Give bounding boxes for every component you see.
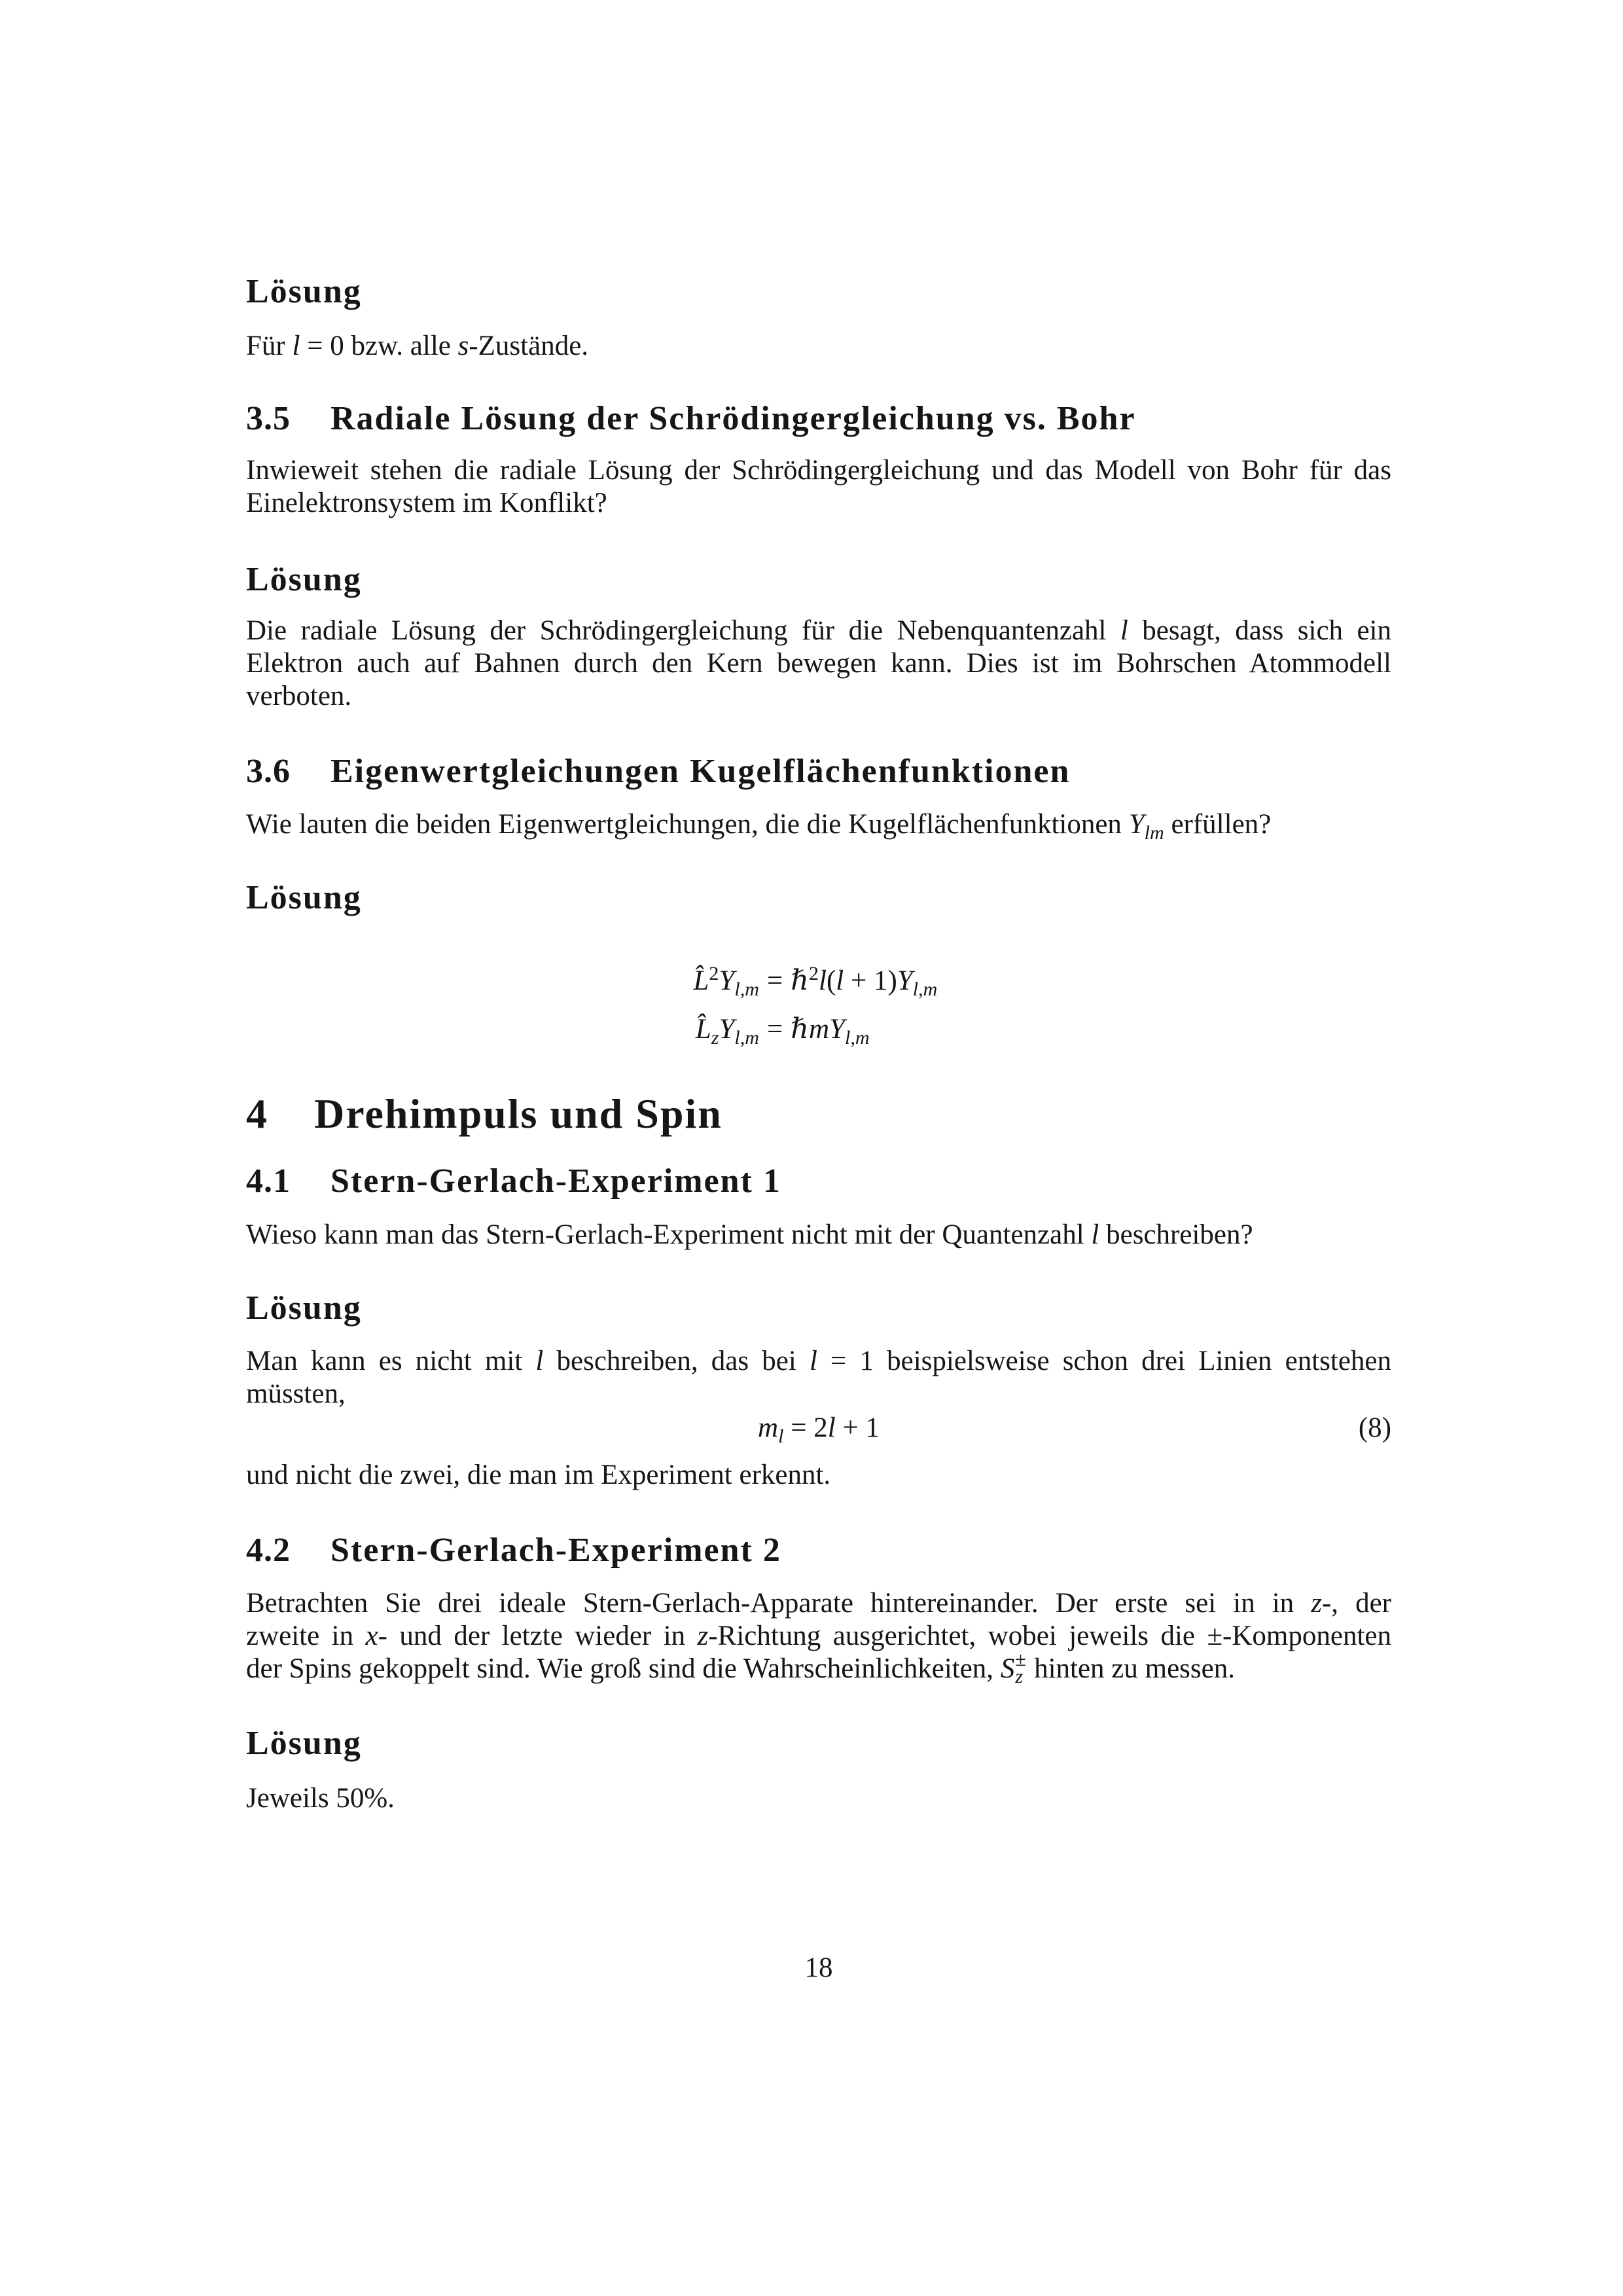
equation-number: (8) — [1358, 1412, 1391, 1443]
text-line: Inwieweit stehen die radiale Lösung der Schrödingergleichung und das Modell von Bohr für das — [246, 455, 1391, 486]
section-heading — [246, 1090, 1391, 1138]
subsection-title: Stern-Gerlach-Experiment 2 — [330, 1532, 781, 1569]
equation-rhs — [759, 961, 1623, 1013]
subsection-heading — [246, 752, 1391, 791]
math-variable: z — [697, 1621, 709, 1651]
solution-heading: Lösung — [246, 273, 362, 310]
subscript: z — [711, 1026, 719, 1049]
subsection-title: Stern-Gerlach-Experiment 1 — [330, 1162, 781, 1200]
question-paragraph — [246, 1219, 1391, 1251]
solution-heading: Lösung — [246, 1289, 362, 1327]
subscript: l,m — [734, 978, 759, 1001]
text-run: Die radiale Lösung der Schrödingergleichung für die Nebenquantenzahl — [246, 615, 1120, 646]
equation-rhs — [759, 1013, 1623, 1062]
math-variable: l — [1091, 1219, 1099, 1250]
math-variable: Y — [719, 1014, 735, 1045]
math-variable: z — [1311, 1588, 1322, 1619]
text-run: besagt, dass sich ein — [1128, 615, 1391, 646]
text-run: erfüllen? — [1164, 809, 1272, 840]
question-paragraph — [246, 808, 1391, 844]
subsection-heading — [246, 399, 1391, 439]
subsection-number: 3.5 — [246, 400, 291, 437]
math-variable: Y — [829, 1014, 845, 1045]
equation-lhs — [0, 961, 759, 1013]
page-number: 18 — [804, 1952, 833, 1983]
superscript: 2 — [808, 961, 819, 984]
math-variable: l — [292, 331, 300, 361]
equals-sign: = — [767, 965, 783, 996]
hbar-symbol: ℏ — [791, 1014, 809, 1045]
equation-block — [0, 961, 1623, 1062]
text-run: der Spins gekoppelt sind. Wie groß sind die Wahrscheinlichkeiten, — [246, 1653, 1001, 1684]
math-variable: Y — [1128, 809, 1145, 840]
math-variable: l — [1120, 615, 1128, 646]
subsection-heading — [246, 1162, 1391, 1201]
text-run: Wieso kann man das Stern-Gerlach-Experiment nicht mit der Quantenzahl — [246, 1219, 1092, 1250]
math-variable: Y — [897, 965, 913, 996]
math-text: + 1) — [844, 965, 897, 996]
solution-heading: Lösung — [246, 561, 362, 598]
math-variable: s — [457, 331, 469, 361]
text-run: Man kann es nicht mit — [246, 1346, 536, 1376]
solution-paragraph — [246, 1459, 1391, 1492]
text-line — [246, 808, 1391, 844]
text-line: Jeweils 50%. — [246, 1783, 395, 1814]
equals-sign: = — [767, 1014, 783, 1045]
equation-row — [0, 961, 1623, 1013]
text-line — [246, 330, 1391, 363]
question-paragraph — [246, 1587, 1391, 1685]
text-line: verboten. — [246, 681, 352, 711]
text-run: Für — [246, 331, 293, 361]
subscript: lm — [1144, 821, 1164, 844]
superscript: ± — [1015, 1649, 1026, 1670]
text-run: hinten zu messen. — [1027, 1653, 1235, 1684]
subscript: z — [1015, 1666, 1023, 1687]
hbar-symbol: ℏ — [791, 965, 809, 996]
operator-l-hat: L̂ — [693, 965, 709, 996]
subsection-number: 4.2 — [246, 1532, 291, 1569]
text-run: - und der letzte wieder in — [378, 1621, 698, 1651]
math-variable: l — [809, 1346, 817, 1376]
subscript: l,m — [734, 1026, 759, 1049]
text-run: = 0 bzw. alle — [300, 331, 458, 361]
math-text: = 2 — [783, 1412, 828, 1443]
math-variable: m — [758, 1412, 779, 1443]
text-line — [246, 1345, 1391, 1378]
text-run: -Richtung ausgerichtet, wobei jeweils die ±-Komponenten — [708, 1621, 1391, 1651]
text-line: und nicht die zwei, die man im Experiment erkennt. — [246, 1460, 831, 1490]
math-variable: l — [836, 965, 844, 996]
section-title: Drehimpuls und Spin — [314, 1090, 722, 1137]
subsection-heading — [246, 1531, 1391, 1570]
solution-paragraph — [246, 615, 1391, 713]
text-run: = 1 beispielsweise schon drei Linien entstehen — [817, 1346, 1391, 1376]
text-run: beschreiben, das bei — [543, 1346, 810, 1376]
text-run: Betrachten Sie drei ideale Stern-Gerlach-Apparate hintereinander. Der erste sei in in — [246, 1588, 1311, 1619]
subscript: l — [778, 1425, 784, 1448]
solution-heading: Lösung — [246, 879, 362, 916]
question-paragraph — [246, 454, 1391, 520]
math-variable: m — [808, 1014, 830, 1045]
text-line — [246, 1219, 1391, 1251]
math-variable: S — [1000, 1653, 1015, 1684]
math-variable: l — [535, 1346, 544, 1376]
math-variable: Y — [719, 965, 735, 996]
text-run: Wie lauten die beiden Eigenwertgleichungen, die die Kugelflächenfunktionen — [246, 809, 1129, 840]
subsection-number: 4.1 — [246, 1162, 291, 1200]
math-text: + 1 — [835, 1412, 880, 1443]
subsection-title: Eigenwertgleichungen Kugelflächenfunktionen — [330, 753, 1071, 790]
equation-lhs — [0, 1013, 759, 1062]
subsection-number: 3.6 — [246, 753, 291, 790]
numbered-equation — [246, 1412, 1391, 1448]
text-line: Einelektronsystem im Konflikt? — [246, 488, 607, 518]
text-line — [246, 1620, 1391, 1653]
math-variable: x — [365, 1621, 378, 1651]
equation-row — [0, 1013, 1623, 1062]
math-text: ( — [826, 965, 836, 996]
text-line: müssten, — [246, 1378, 346, 1409]
text-run: beschreiben? — [1099, 1219, 1253, 1250]
solution-paragraph — [246, 1782, 1391, 1815]
solution-paragraph — [246, 1345, 1391, 1410]
text-line — [246, 1649, 1391, 1687]
operator-l-hat: L̂ — [695, 1014, 711, 1045]
section-number: 4 — [246, 1090, 268, 1137]
solution-heading: Lösung — [246, 1725, 362, 1762]
text-run: -, der — [1321, 1588, 1391, 1619]
solution-paragraph — [246, 330, 1391, 363]
subscript: l,m — [912, 978, 938, 1001]
subscript: l,m — [844, 1026, 870, 1049]
math-variable: l — [827, 1412, 836, 1443]
text-run: zweite in — [246, 1621, 366, 1651]
math-variable: l — [819, 965, 827, 996]
text-line: Elektron auch auf Bahnen durch den Kern bewegen kann. Dies ist im Bohrschen Atommodell — [246, 648, 1391, 679]
superscript: 2 — [709, 961, 719, 984]
text-run: -Zustände. — [469, 331, 589, 361]
text-line — [246, 615, 1391, 647]
text-line — [246, 1587, 1391, 1620]
subsection-title: Radiale Lösung der Schrödingergleichung vs. Bohr — [330, 400, 1136, 437]
